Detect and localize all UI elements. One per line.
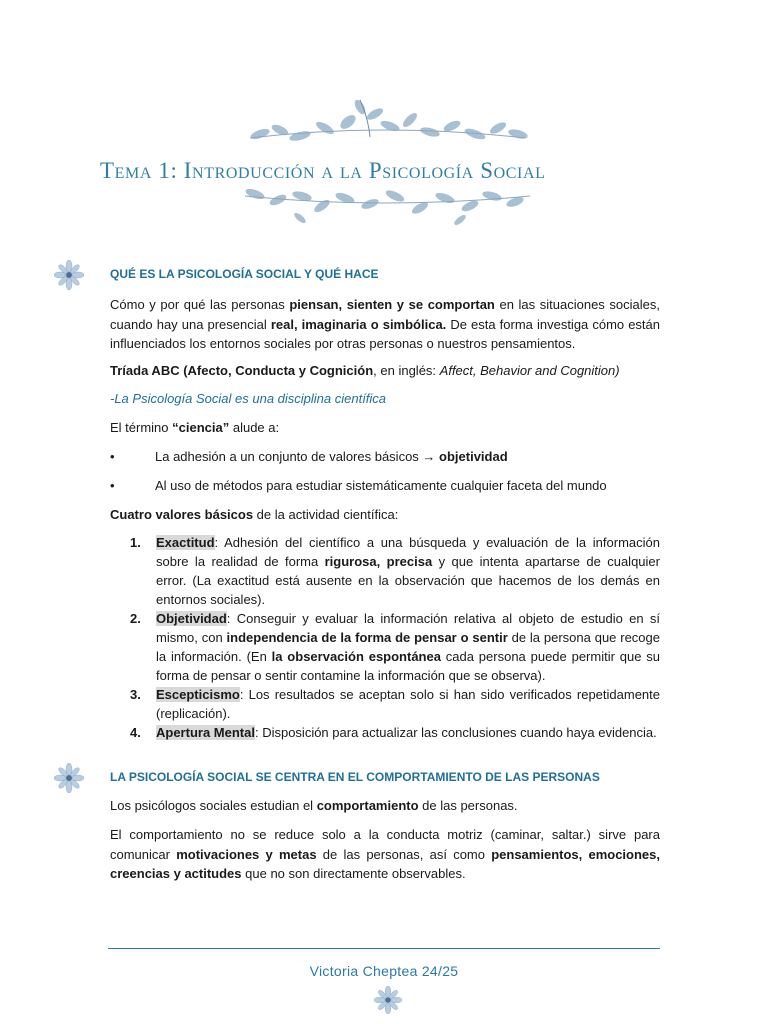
list-item: 4. Apertura Mental: Disposición para actualizar las conclusiones cuando haya evidencia.	[130, 725, 657, 740]
document-page: Tema 1: Introducción a la Psicología Social QUÉ ES LA PSICOLOGÍA SOCIAL Y QUÉ HACE Cómo y por qué las personas piensan, sienten y se comportan en las situaciones sociales, cuando hay una presencial real, imaginaria o simbólica. De esta forma investiga cómo están influenciados los entornos sociales por otras personas o nuestros pensamientos. Tríada ABC (Afecto, Conducta y Cognición, en inglés: Affect, Behavior and Cognition) -La Psicología Social es una disciplina científica El término “ciencia” alude a: • La adhesión a un conjunto de valores básicos → objetividad • Al uso de métodos para estudiar sistemáticamente cualquier faceta del mundo Cuatro valores básicos de la actividad científica: 1. Exactitud: Adhesión del científico a una búsqueda y evaluación de la información sobre la realidad de forma rigurosa, precisa y que intenta apartarse de cualquier error. (La exactitud está ausente en la observación que hacemos de los demás en entornos sociales). 2. Objetividad: Conseguir y evaluar la información relativa al objeto de estudio en sí mismo, con independencia de la forma de pensar o sentir de la persona que recoge la información. (En la observación espontánea cada persona puede permitir que su forma de pensar o sentir contamine la información que se observa). 3. Escepticismo: Los resultados se aceptan solo si han sido verificados repetidamente (replicación). 4. Apertura Mental: Disposición para actualizar las conclusiones cuando haya evidencia. LA PSICOLOGÍA SOCIAL SE CENTRA EN EL COMPORTAMIENTO DE LAS PERSONAS Los psicólogos sociales estudian el comportamiento de las personas. El comportamiento no se reduce solo a la conducta motriz (caminar, saltar.) sirve para comunicar motivaciones y metas de las personas, así como pensamientos, emociones, creencias y actitudes que no son directamente observables. Victoria Cheptea 24/25	[0, 0, 768, 1024]
bullet-dot: •	[110, 449, 115, 464]
footer-author: Victoria Cheptea 24/25	[309, 963, 459, 979]
intro-paragraph: Cómo y por qué las personas piensan, sienten y se comportan en las situaciones sociales, cuando hay una presencial real, imaginaria o simbólica. De esta forma investiga cómo están influenciados los entornos sociales por otras personas o nuestros pensamientos.	[110, 297, 660, 351]
bullet-dot: •	[110, 478, 115, 493]
daisy-icon	[54, 763, 84, 793]
page-title: Tema 1: Introducción a la Psicología Social	[100, 158, 546, 183]
triad-paragraph: Tríada ABC (Afecto, Conducta y Cognición, en inglés: Affect, Behavior and Cognition)	[110, 363, 620, 378]
list-item: 1. Exactitud: Adhesión del científico a una búsqueda y evaluación de la información sobre la realidad de forma rigurosa, precisa y que intenta apartarse de cualquier error. (La exactitud está ausente en la observación que hacemos de los demás en entornos sociales).	[130, 535, 660, 607]
leaf-garland-top-icon	[230, 92, 540, 147]
daisy-icon	[374, 986, 402, 1014]
section-heading-que-es: QUÉ ES LA PSICOLOGÍA SOCIAL Y QUÉ HACE	[110, 267, 379, 281]
daisy-icon	[54, 260, 84, 290]
comportamiento-paragraph: Los psicólogos sociales estudian el comportamiento de las personas.	[110, 798, 518, 813]
subheading-disciplina: -La Psicología Social es una disciplina científica	[110, 391, 387, 406]
ciencia-paragraph: El término “ciencia” alude a:	[110, 420, 280, 435]
footer-divider	[108, 948, 660, 949]
values-intro: Cuatro valores básicos de la actividad científica:	[110, 507, 399, 522]
list-item: 3. Escepticismo: Los resultados se aceptan solo si han sido verificados repetidamente (replicación).	[130, 687, 660, 721]
conducta-paragraph: El comportamiento no se reduce solo a la conducta motriz (caminar, saltar.) sirve para comunicar motivaciones y metas de las personas, así como pensamientos, emociones, creencias y actitudes que no son directamente observables.	[110, 827, 660, 881]
values-list	[130, 533, 660, 742]
leaf-garland-bottom-icon	[230, 184, 540, 234]
list-item: 2. Objetividad: Conseguir y evaluar la información relativa al objeto de estudio en sí mismo, con independencia de la forma de pensar o sentir de la persona que recoge la información. (En la observación espontánea cada persona puede permitir que su forma de pensar o sentir contamine la información que se observa).	[130, 611, 660, 683]
section-heading-comportamiento: LA PSICOLOGÍA SOCIAL SE CENTRA EN EL COMPORTAMIENTO DE LAS PERSONAS	[110, 770, 600, 784]
